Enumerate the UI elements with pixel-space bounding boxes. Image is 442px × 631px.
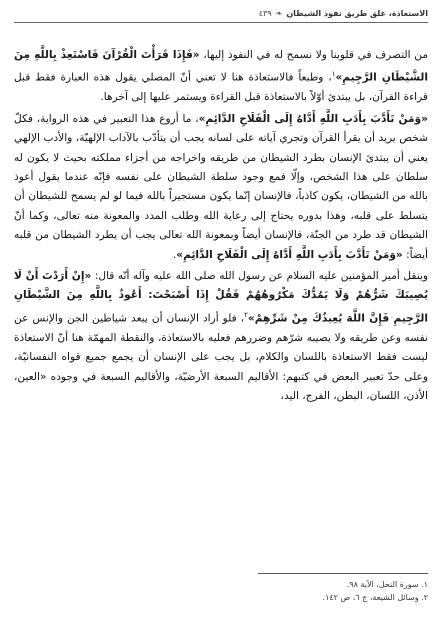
header-ornament-icon: ❧ xyxy=(275,8,283,18)
footnote-marker-1: ١ xyxy=(331,70,336,79)
paragraph-3-text-a: وينقل أمير المؤمنين عليه السلام عن رسول الله صلى الله عليه وآله أنّه قال: xyxy=(91,270,428,282)
paragraph-1 xyxy=(14,46,428,108)
page-number: ٤٣٩ xyxy=(258,8,272,18)
paragraph-2-text-b: . xyxy=(172,248,177,261)
body-text xyxy=(14,46,428,406)
hadith-quote-adab-repeat: «وَمَنْ تَأَدَّبَ بِأَدَبِ اللَّهِ أَدَّاهُ إِلَى الْفَلَاحِ الدَّائِمِ» xyxy=(176,248,403,261)
paragraph-3-text-b: ، فلو أراد الإنسان أن يبعد شياطين الجن والإنس عن نفسه وعن طريقه ولا يصيبه شرّهم وضررهم فعليه بالاستعاذة، والنقطة المهمّة هنا أنّ الاستعاذة ليست فقط الاستعاذة باللسان والكلام، بل يجب على الإنسان أن يجمع جميع قواه النفسانيّة، وعلى حدّ تعبير البعض في كتبهم: الأقاليم السبعة الأرضيّة، والأقاليم السبعة في وجوده «العين، الأذن، اللسان، البطن، الفرج، اليد، xyxy=(14,312,428,402)
footnote-divider xyxy=(258,573,428,574)
paragraph-2-text-a: ، ما أروع هذا التعبير في هذه الرواية، فكلّ شخص يريد أن يقرأ القرآن وتجري آياته على لسانه يجب أن يتأدّب بالآداب الإلهيّة، والأدب الإلهي يعني أن يبتدئ الإنسان بطرد الشيطان من طريقه واخراجه من أجزاء مملكته بحيث لا يكون له سلطان على هذا الشخص، وإلّا فمع وجود سلطة الشيطان على نفسه فإنّه عندما يقول أعوذ بالله من الشيطان، يكون كاذباً، فالإنسان إنّما يكون مستجيراً بالله فيما لو لم يسمح للشيطان أن يتسلط على قلبه، وهذا بدوره يحتاج إلى رعاية الله وطلب المدد والمعونة منه تعالى، وكما أنّ الشيطان قد طرد من الجنّة، فالإنسان أيضاً وبمعونة الله تعالى يجب أن يطرد الشيطان من قلبه أيضاً: xyxy=(14,112,428,261)
running-title: الاستعاذة، غلق طريق نفوذ الشيطان xyxy=(286,8,428,18)
footnote-1: ١. سورة النحل، الآية ٩٨. xyxy=(346,580,428,589)
paragraph-3 xyxy=(14,267,428,406)
hadith-quote-adab: «وَمَنْ تَأَدَّبَ بِأَدَبِ اللَّهِ أَدَّاهُ إِلَى الْفَلَاحِ الدَّائِمِ» xyxy=(198,112,428,125)
hadith-quote-protection: «إِنْ أَرَدْتَ أَنْ لَا يُصِيبَكَ شَرُّهُمْ وَلَا يَمُدُّكَ مَكْرُوهُهُمْ فَقُلْ إِذَا أَصْبَحْتَ: أَعُوذُ بِاللَّهِ مِنَ الشَّيْطَانِ الرَّجِيمِ فَإِنَّ اللَّهَ يُعِيذُكَ مِنْ شَرِّهِمْ» xyxy=(14,270,428,325)
header-rule xyxy=(14,22,428,23)
footnote-marker-2: ٢ xyxy=(244,310,248,319)
running-header xyxy=(14,6,428,20)
footnotes xyxy=(14,578,428,604)
paragraph-1-text-b: ، وطبعاً فالاستعاذة هنا لا تعني أنّ المصلي يقول هذه العبارة فقط قبل قراءة القرآن، بل يبتدئ أوّلاً بالاستعاذة قبل القراءة ويستمر عليها إلى آخرها. xyxy=(14,71,428,104)
quran-verse-an-nahl: «فَإِذَا قَرَأْتَ الْقُرْآنَ فَاسْتَعِذْ بِاللَّهِ مِنَ الشَّيْطَانِ الرَّجِيمِ» xyxy=(14,49,428,84)
paragraph-1-text-a: من التصرف في قلوبنا ولا نسمح له في النفوذ إليها، xyxy=(199,49,428,61)
footnote-2: ٢. وسائل الشيعة، ج ٦، ص ١٤٢. xyxy=(322,593,428,602)
paragraph-2 xyxy=(14,110,428,265)
